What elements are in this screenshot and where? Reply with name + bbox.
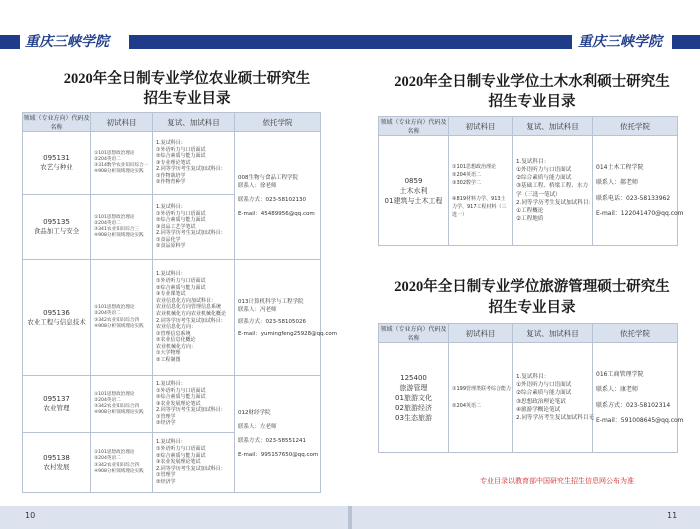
civil-title-line1: 2020年全日制专业学位土木水利硕士研究生 xyxy=(394,74,670,90)
retest-item: ③思想政治理论笔试 xyxy=(516,398,566,405)
retest-item: ①外语听力与口语面试 xyxy=(156,277,206,284)
retest-item: 1.复试科目： xyxy=(156,271,186,278)
college-phone: 联系电话：023-58133962 xyxy=(596,194,671,202)
field-name: 农艺与种业 xyxy=(40,163,73,171)
field-code: 095138 xyxy=(43,453,70,462)
retest-item: ②综合素质与能力面试 xyxy=(156,217,206,224)
page-number-left: 10 xyxy=(25,511,36,520)
retest-item: ①外语听力与口语面试 xyxy=(156,210,206,217)
college-email: E-mail：122041470@qq.com xyxy=(596,210,684,217)
header-retest: 复试、加试科目 xyxy=(513,117,593,136)
retest-item: 农业机械化方向农业机械化概论 xyxy=(156,310,227,317)
retest-item: ①大学物理 xyxy=(156,350,181,357)
retest-item: 2.同等学历考生复试加试科目： xyxy=(156,465,226,472)
retest-item: 2.同等学历考生复试加试科目： xyxy=(156,317,226,324)
first-subject: ④819材料力学、913土力学、917工程材料（三选一） xyxy=(452,195,507,218)
header-college: 依托学院 xyxy=(593,117,678,136)
retest-item: ①管理学 xyxy=(156,413,176,420)
civil-table xyxy=(378,116,684,246)
college-phone: 联系方式：023-58102314 xyxy=(596,401,671,409)
header-retest: 复试、加试科目 xyxy=(513,324,593,343)
college-name: 016工商管理学院 xyxy=(596,370,644,378)
brand-logo-right: 重庆三峡学院 xyxy=(578,34,662,50)
first-subject: ④908分析领域理论实践 xyxy=(94,323,144,329)
retest-item: ①外语听力与口语面试 xyxy=(156,146,206,153)
header-college: 依托学院 xyxy=(593,324,678,343)
retest-item: ③专业理论笔试 xyxy=(156,159,191,166)
table-row xyxy=(379,136,678,246)
field-code: 125400 xyxy=(400,373,427,382)
retest-item: 2.同等学历考生复试加试科目： xyxy=(516,199,595,206)
retest-item: ①工程概论 xyxy=(516,207,544,214)
field-name: 旅游管理 xyxy=(399,383,428,392)
header-retest: 复试、加试科目 xyxy=(153,113,235,132)
retest-item: ①作物栽培学 xyxy=(156,172,186,179)
retest-item: ②农业信息化概论 xyxy=(156,337,196,344)
college-email: E-mail：yumingfeng25928@qq.com xyxy=(238,330,338,337)
retest-item: 1.复试科目： xyxy=(516,373,550,380)
retest-item: 2.同等学历考生复试加试科目： xyxy=(156,166,226,173)
civil-title-line2: 招生专业目录 xyxy=(488,94,576,110)
retest-item: ①外语听力与口语面试 xyxy=(516,382,572,389)
retest-item: 2.同等学历考生复试加试科目： xyxy=(156,407,226,414)
retest-item: ③农业发展理论笔试 xyxy=(156,459,201,466)
retest-item: 1.复试科目： xyxy=(156,439,186,446)
header-first: 初试科目 xyxy=(449,324,513,343)
retest-item: ①食品化学 xyxy=(156,236,181,243)
header-first: 初试科目 xyxy=(449,117,513,136)
header-band-left xyxy=(0,35,20,49)
college-name: 008生物与食品工程学院 xyxy=(238,174,298,181)
left-title-line1: 2020年全日制专业学位农业硕士研究生 xyxy=(63,71,311,87)
retest-item: ②综合素质与能力面试 xyxy=(516,390,572,397)
table-row xyxy=(23,132,321,195)
first-subject: ③341农业知识综合三 xyxy=(94,227,140,232)
retest-item: 2.同等学历考生复试加试科目： xyxy=(156,230,226,237)
retest-item: 1.复试科目： xyxy=(156,380,186,387)
college-name: 012财经学院 xyxy=(238,410,271,416)
field-code: 095135 xyxy=(43,218,70,226)
table-row xyxy=(379,343,678,453)
retest-item: 农业信息化方向管理信息系统 xyxy=(156,304,222,311)
left-title-line2: 招生专业目录 xyxy=(143,91,231,107)
retest-item: 1.复试科目： xyxy=(156,139,186,146)
field-code: 0859 xyxy=(404,176,423,185)
first-subject: ②204英语二 xyxy=(94,156,121,162)
field-name: 农业工程与信息技术 xyxy=(27,317,86,326)
first-subject: ①101思想政治理论 xyxy=(94,150,135,156)
field-code: 095131 xyxy=(43,154,70,162)
retest-item: 2.同等学历考生复试加试科目无 xyxy=(516,414,595,421)
college-email: E-mail：591008645@qq.com xyxy=(596,417,684,424)
college-name: 014土木工程学院 xyxy=(596,163,644,171)
college-contact: 联系人：康老师 xyxy=(596,386,639,393)
first-subject: ④908分析领域理论实践 xyxy=(94,410,144,416)
first-subject: ②204英语二 xyxy=(94,397,121,403)
agriculture-table xyxy=(22,112,338,493)
college-email: E-mail：995157650@qq.com xyxy=(238,452,319,458)
brand-logo-left: 重庆三峡学院 xyxy=(25,34,109,50)
field-direction: 01建筑与土木工程 xyxy=(384,196,443,205)
first-subject: ③342农业知识综合四 xyxy=(94,317,140,323)
field-code: 095136 xyxy=(43,308,70,317)
field-name: 食品加工与安全 xyxy=(33,227,80,235)
first-subject: ①101思想政治理论 xyxy=(94,450,135,456)
retest-item: ①管理信息系统 xyxy=(156,330,191,337)
college-name: 013计算机科学与工程学院 xyxy=(238,298,304,305)
field-name: 土木水利 xyxy=(399,186,428,195)
first-subject: ②204英语二 xyxy=(452,171,482,178)
field-direction: 03生态旅游 xyxy=(395,413,432,422)
header-field: 领域（专业方向）代码及名称 xyxy=(379,117,449,136)
field-direction: 02旅游经济 xyxy=(395,403,432,412)
first-subject: ③342农业知识综合四 xyxy=(94,462,140,468)
table-row xyxy=(23,376,321,433)
first-subject: ①101思想政治理论 xyxy=(94,214,135,220)
college-email: E-mail：45489956@qq.com xyxy=(238,210,315,217)
header-field: 领域（专业方向）代码及名称 xyxy=(379,324,449,343)
college-phone: 联系方式：023-58551241 xyxy=(238,438,306,444)
field-direction: 01旅游文化 xyxy=(395,393,432,402)
college-phone: 联系方式：023-58105026 xyxy=(238,318,306,325)
college-contact: 联系人：冯老师 xyxy=(238,306,277,313)
first-subject: ②204英语二 xyxy=(94,311,121,317)
retest-item: ②综合素质与能力面试 xyxy=(156,452,206,459)
first-subject: ③302数学二 xyxy=(452,179,482,186)
tourism-title-line2: 招生专业目录 xyxy=(488,300,576,316)
retest-item: ③基础工程、桥梁工程、水力学（三选一笔试） xyxy=(516,183,589,198)
first-subject: ④908分析领域理论实践 xyxy=(94,169,144,175)
college-contact: 联系人：左老师 xyxy=(238,424,277,430)
retest-item: ④旅游学概论笔试 xyxy=(516,406,561,413)
retest-item: 农业信息化方向： xyxy=(156,324,197,331)
retest-item: ③食品工艺学笔试 xyxy=(156,223,196,230)
header-field: 领域（专业方向）代码及名称 xyxy=(23,113,91,132)
retest-item: ②工程地质 xyxy=(516,216,544,223)
first-subject: ②204英语二 xyxy=(452,402,482,409)
first-subject: ①199管理类联考综合能力 xyxy=(452,386,512,393)
tourism-title-line1: 2020年全日制专业学位旅游管理硕士研究生 xyxy=(394,279,670,295)
field-name: 农业管理 xyxy=(43,404,70,412)
college-contact: 联系人：郝老师 xyxy=(596,179,639,186)
spine-shadow xyxy=(348,506,352,529)
table-row xyxy=(23,260,321,376)
retest-item: ①外语听力与口语面试 xyxy=(516,166,572,173)
page-number-right: 11 xyxy=(667,511,678,520)
retest-item: ①外语听力与口语面试 xyxy=(156,446,206,453)
header-first: 初试科目 xyxy=(91,113,153,132)
retest-item: ②食品原料学 xyxy=(156,243,186,250)
college-contact: 联系人：徐老师 xyxy=(238,182,277,189)
retest-item: ③农业发展理论笔试 xyxy=(156,400,201,407)
retest-item: 1.复试科目： xyxy=(516,158,550,165)
first-subject: ③342农业知识综合四 xyxy=(94,404,140,409)
field-name: 农村发展 xyxy=(43,462,70,471)
retest-item: ②综合素质与能力面试 xyxy=(516,175,572,182)
first-subject: ④908分析领域理论实践 xyxy=(94,233,144,239)
footer-band xyxy=(0,506,700,529)
retest-item: ②作物育种学 xyxy=(156,179,186,186)
retest-item: ②综合素质与能力面试 xyxy=(156,153,206,160)
field-code: 095137 xyxy=(43,395,70,403)
retest-item: ①外语听力与口语面试 xyxy=(156,387,206,394)
header-college: 依托学院 xyxy=(235,113,321,132)
first-subject: ①101思想政治理论 xyxy=(94,305,135,311)
catalog-note: 专业目录以教育部中国研究生招生信息网公布为准 xyxy=(480,477,634,485)
first-subject: ③314数学农业知识综合一 xyxy=(94,163,149,168)
first-subject: ①101思想政治理论 xyxy=(452,163,497,170)
retest-item: ②经济学 xyxy=(156,478,176,485)
retest-item: ②综合素质与能力面试 xyxy=(156,284,206,291)
first-subject: ②204英语二 xyxy=(94,456,121,462)
retest-item: ③专业课笔试 xyxy=(156,291,186,298)
header-band-middle xyxy=(129,35,572,49)
retest-item: ①管理学 xyxy=(156,472,176,479)
retest-item: ②经济学 xyxy=(156,420,176,427)
tourism-table xyxy=(378,323,684,453)
retest-item: ②综合素质与能力面试 xyxy=(156,394,206,401)
first-subject: ②204英语二 xyxy=(94,220,121,226)
retest-item: 农业机械化方向： xyxy=(156,343,197,350)
retest-item: 1.复试科目： xyxy=(156,203,186,210)
first-subject: ①101思想政治理论 xyxy=(94,391,135,397)
first-subject: ④908分析领域理论实践 xyxy=(94,468,144,474)
retest-item: ②工程制图 xyxy=(156,357,181,364)
college-phone: 联系方式：023-58102130 xyxy=(238,196,306,203)
retest-item: 农业信息化方向加试科目： xyxy=(156,297,217,304)
